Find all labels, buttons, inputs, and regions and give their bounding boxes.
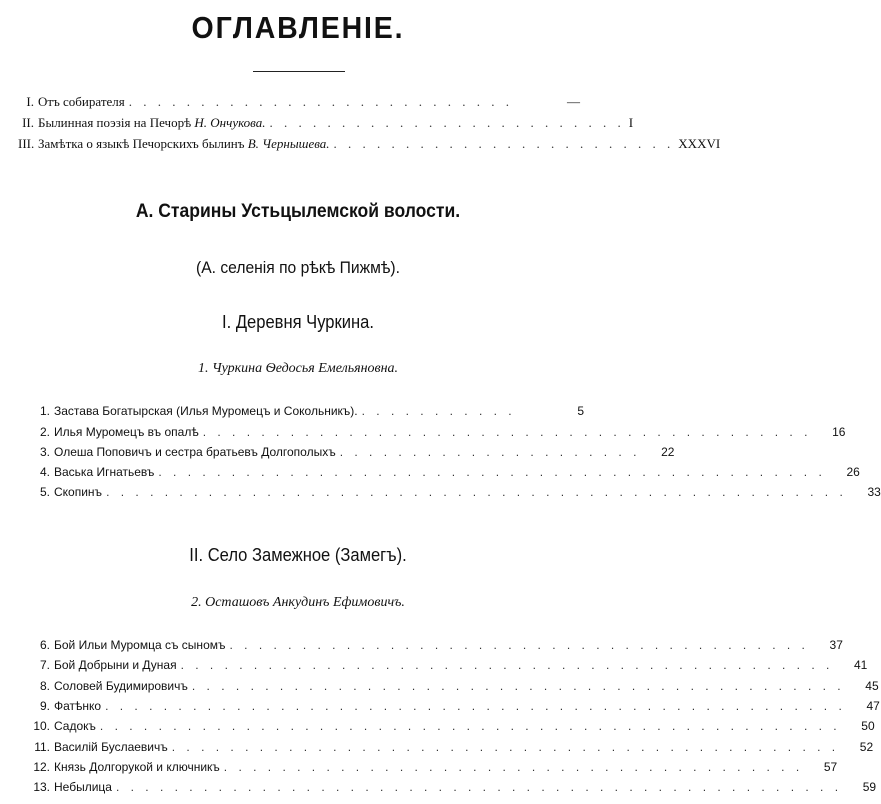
leader-dots: . . . . . . . . . . . . . . . . . . . . . . . . . . . . . . . . . . . . . . . . . . . . . . xyxy=(171,740,840,754)
village-heading: II. Село Замежное (Замегъ). xyxy=(189,545,407,565)
entry-number: 12. xyxy=(33,760,50,774)
leader-dots: . . . . . . . . . . . . . . . . . . . . . . . . . . . . . . . . . . . . . . . . . . . . . . xyxy=(158,465,826,479)
entry-title: Фатѣнко xyxy=(54,699,102,713)
entry-title: Васька Игнатьевъ xyxy=(54,465,155,479)
section-subheading: (А. селенiя по рѣкѣ Пижмѣ). xyxy=(196,258,400,277)
title-divider xyxy=(253,71,345,72)
entry-title: Князь Долгорукой и ключникъ xyxy=(54,760,220,774)
entry-title: Илья Муромецъ въ опалѣ xyxy=(54,425,199,439)
entry-author: В. Чернышева. xyxy=(247,136,330,151)
leader-dots: . . . . . . . . . . . . . . . . . . . . . . . . xyxy=(333,136,675,151)
entry-title: Застава Богатырская (Илья Муромецъ и Сокольникъ). xyxy=(54,404,358,418)
entry-number: 11. xyxy=(34,740,50,754)
toc-entry xyxy=(28,658,868,673)
page-number: I xyxy=(628,115,634,130)
leader-dots: . . . . . . . . . . . . . . . . . . . . . . . . . . . . . . . . . . . . . . . . . . . . . . . . . . . xyxy=(99,719,841,733)
page-number: XXXVI xyxy=(678,136,721,151)
entry-number: 5. xyxy=(39,485,50,499)
entry-title: Замѣтка о языкѣ Печорскихъ былинъ xyxy=(38,136,245,151)
page-number: 47 xyxy=(866,699,880,713)
page-number: 22 xyxy=(661,445,675,459)
page-title: ОГЛАВЛЕНIЕ. xyxy=(191,10,405,45)
page-number: 37 xyxy=(829,638,843,652)
page-number: 59 xyxy=(862,780,877,794)
toc-entry xyxy=(28,425,846,440)
leader-dots: . . . . . . . . . . . . . . . . . . . . . . . . . . . xyxy=(128,94,513,109)
leader-dots: . . . . . . . . . . . . . . . . . . . . . . . . . . . . . . . . . . . . . . . . xyxy=(229,638,809,652)
entry-number: I. xyxy=(26,94,34,109)
page-number: 5 xyxy=(577,404,584,418)
entry-number: 3. xyxy=(39,445,50,459)
leader-dots: . . . . . . . . . . . . . . . . . . . . . . . . . . . . . . . . . . . . . . . . . . xyxy=(202,425,812,439)
page-number: 41 xyxy=(853,658,868,672)
toc-entry xyxy=(28,719,875,734)
page-number: 26 xyxy=(846,465,860,479)
leader-dots: . . . . . . . . . . . . . . . . . . . . . . . . . xyxy=(269,115,625,130)
entry-title: Бой Ильи Муромца съ сыномъ xyxy=(54,638,226,652)
page-number: 50 xyxy=(861,719,875,733)
entry-number: 7. xyxy=(39,658,50,672)
entry-number: 13. xyxy=(33,780,50,794)
toc-entry xyxy=(28,485,881,500)
entry-number: 10. xyxy=(33,719,50,733)
page-number: 45 xyxy=(865,679,879,693)
entry-title: Скопинъ xyxy=(54,485,103,499)
entry-title: Бой Добрыни и Дуная xyxy=(54,658,177,672)
entry-title: Небылица xyxy=(54,780,112,794)
toc-entry xyxy=(28,740,874,755)
entry-number: 6. xyxy=(39,638,50,652)
page-number: 33 xyxy=(867,485,881,499)
page-number: 52 xyxy=(859,740,874,754)
entry-number: III. xyxy=(18,136,35,151)
entry-title: Олеша Поповичъ и сестра братьевъ Долгополыхъ xyxy=(54,445,336,459)
village-heading: I. Деревня Чуркина. xyxy=(222,312,374,332)
leader-dots: . . . . . . . . . . . . . . . . . . . . . . . . . . . . . . . . . . . . . . . . xyxy=(223,760,804,774)
toc-entry xyxy=(28,638,843,653)
page-number: 57 xyxy=(823,760,838,774)
toc-entry xyxy=(28,465,860,480)
teller-heading: 2. Осташовъ Анкудинъ Ефимовичъ. xyxy=(191,595,405,610)
toc-entry xyxy=(28,760,838,775)
toc-entry xyxy=(28,780,877,795)
entry-number: 1. xyxy=(39,404,50,418)
page-number: 16 xyxy=(832,425,846,439)
toc-entry xyxy=(28,445,675,460)
toc-entry xyxy=(28,699,880,714)
leader-dots: . . . . . . . . . . . . . . . . . . . . . . . . . . . . . . . . . . . . . . . . . . . . . . . . . . . xyxy=(106,485,847,499)
leader-dots: . . . . . . . . . . . xyxy=(361,404,516,418)
entry-title: Василiй Буслаевичъ xyxy=(54,740,168,754)
front-matter-row xyxy=(18,136,721,151)
front-matter-row xyxy=(18,94,580,109)
leader-dots: . . . . . . . . . . . . . . . . . . . . . . . . . . . . . . . . . . . . . . . . . . . . . . . . . . xyxy=(115,780,843,794)
teller-heading: 1. Чуркина Ѳедосья Емельяновна. xyxy=(197,361,399,376)
entry-number: 8. xyxy=(39,679,50,693)
toc-entry xyxy=(28,679,879,694)
entry-title: Садокъ xyxy=(54,719,96,733)
leader-dots: . . . . . . . . . . . . . . . . . . . . . xyxy=(339,445,641,459)
entry-number: 4. xyxy=(39,465,50,479)
toc-entry xyxy=(28,404,584,419)
leader-dots: . . . . . . . . . . . . . . . . . . . . . . . . . . . . . . . . . . . . . . . . . . . . . . . . . . . xyxy=(105,699,846,713)
leader-dots: . . . . . . . . . . . . . . . . . . . . . . . . . . . . . . . . . . . . . . . . . . . . . xyxy=(191,679,845,693)
front-matter-row xyxy=(18,115,634,130)
page-number: — xyxy=(567,94,580,109)
entry-number: II. xyxy=(22,115,34,130)
entry-title: Соловей Будимировичъ xyxy=(54,679,188,693)
leader-dots: . . . . . . . . . . . . . . . . . . . . . . . . . . . . . . . . . . . . . . . . . . . . . xyxy=(180,658,834,672)
entry-author: Н. Ончукова. xyxy=(194,115,266,130)
entry-number: 9. xyxy=(39,699,50,713)
entry-number: 2. xyxy=(39,425,50,439)
section-heading: А. Старины Устьцылемской волости. xyxy=(135,200,461,222)
entry-title: Отъ собирателя xyxy=(38,94,125,109)
entry-title: Былинная поэзiя на Печорѣ xyxy=(38,115,192,130)
